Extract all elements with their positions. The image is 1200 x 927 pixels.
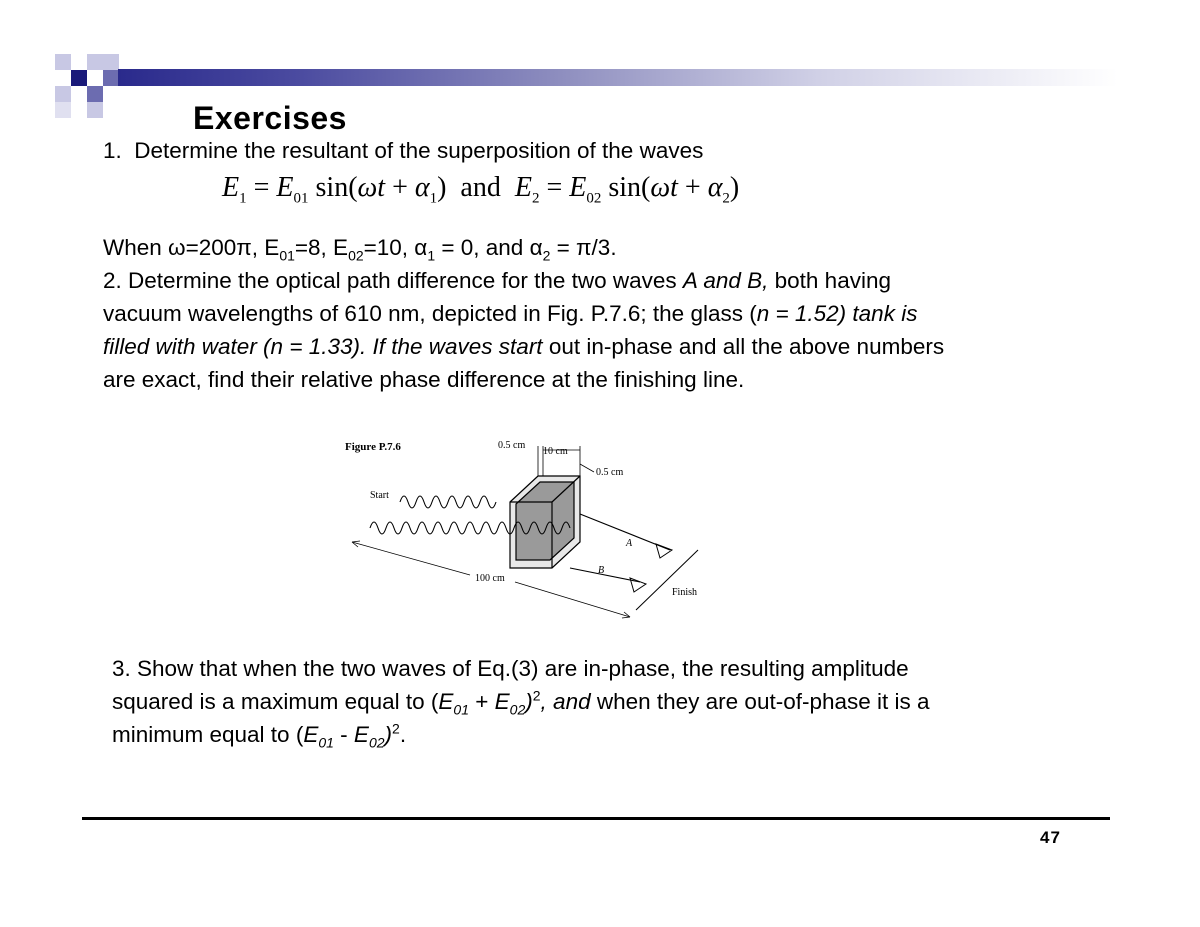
q2-text: both having	[768, 268, 891, 293]
cond-sub: 2	[542, 247, 551, 264]
dim-wall2-label: 0.5 cm	[596, 467, 624, 478]
cond-part: = π/3.	[550, 235, 617, 260]
eq-sign-2: =	[546, 172, 563, 203]
deco-square	[87, 102, 103, 118]
q1-conditions	[103, 231, 617, 264]
q3-paren: )	[525, 689, 533, 714]
deco-square	[55, 86, 71, 102]
eq-e1-sub: 1	[239, 190, 247, 207]
dim-width-label: 10 cm	[543, 446, 568, 457]
q1-intro	[103, 134, 703, 167]
q1-text: Determine the resultant of the superposition of the waves	[134, 138, 704, 163]
q3-text: minimum equal to (	[112, 722, 304, 747]
cond-sub: 01	[279, 247, 295, 264]
q3-symbol: E	[494, 689, 510, 714]
q3-italic: , and	[540, 689, 591, 714]
figure-p7-6	[340, 432, 710, 627]
start-label: Start	[370, 490, 389, 501]
finish-label: Finish	[672, 587, 698, 598]
eq-e01-sub: 01	[293, 190, 309, 207]
eq-e1: E	[222, 172, 240, 203]
cond-sub: 02	[348, 247, 364, 264]
dim-length-label: 100 cm	[475, 573, 505, 584]
q3-op: +	[469, 689, 495, 714]
eq-e01: E	[276, 172, 294, 203]
eq-alpha: α	[414, 172, 430, 203]
deco-square	[87, 54, 103, 70]
q3-line-1	[112, 652, 909, 685]
eq-close: )	[437, 172, 447, 203]
q3-line-3	[112, 718, 406, 751]
eq-a1-sub: 1	[429, 190, 438, 207]
deco-square	[103, 54, 119, 70]
q1-number: 1.	[103, 138, 122, 163]
eq-sign: =	[253, 172, 270, 203]
eq-sin-2: sin(	[608, 172, 651, 203]
cond-part: =8, E	[294, 235, 349, 260]
q3-sup: 2	[532, 687, 541, 704]
eq-e2-sub: 2	[531, 190, 540, 207]
cond-part: = 0, and α	[435, 235, 543, 260]
q3-text: when they are out-of-phase it is a	[590, 689, 930, 714]
cond-part: When ω=200π, E	[103, 235, 280, 260]
deco-square	[71, 70, 87, 86]
eq-close-2: )	[729, 172, 740, 203]
q3-text: squared is a maximum equal to (	[112, 689, 439, 714]
wave-b-label: B	[598, 565, 605, 576]
deco-square	[87, 86, 103, 102]
eq-e02-sub: 02	[586, 190, 602, 207]
eq-a2-sub: 2	[722, 190, 730, 207]
eq-alpha-2: α	[707, 172, 723, 203]
q1-equation	[222, 172, 740, 207]
q2-line-2	[103, 297, 917, 330]
q3-symbol: E	[438, 689, 454, 714]
q3-text: 3. Show that when the two waves of Eq.(3) are in-phase, the resulting amplitude	[112, 656, 909, 681]
footer-rule	[82, 817, 1110, 820]
q3-symbol: E	[353, 722, 369, 747]
q2-italic: filled with water (n = 1.33). If the waves start	[103, 334, 543, 359]
q2-line-4	[103, 363, 744, 396]
eq-e02: E	[569, 172, 587, 203]
deco-square	[103, 70, 119, 86]
q2-italic: A and B,	[682, 268, 769, 293]
deco-square	[55, 54, 71, 70]
q2-text: vacuum wavelengths of 610 nm, depicted in Fig. P.7.6; the glass (	[103, 301, 757, 326]
q2-line-3	[103, 330, 944, 363]
eq-wt-2: ωt	[650, 172, 678, 203]
q3-text: .	[399, 722, 407, 747]
figure-caption: Figure P.7.6	[345, 441, 401, 453]
q3-sub: 01	[318, 734, 334, 751]
glass-tank	[510, 476, 580, 568]
q3-paren: )	[384, 722, 393, 747]
header-band	[118, 69, 1118, 86]
page-number: 47	[1040, 828, 1061, 847]
q3-sub: 02	[509, 701, 526, 718]
dim-wall-label: 0.5 cm	[498, 440, 526, 451]
eq-plus-2: +	[684, 172, 701, 203]
cond-part: =10, α	[363, 235, 428, 260]
q3-line-2	[112, 685, 930, 718]
q2-italic: n = 1.52) tank is	[756, 301, 918, 326]
eq-e2: E	[514, 172, 532, 203]
cond-sub: 1	[427, 247, 436, 264]
q2-text: out in-phase and all the above numbers	[542, 334, 945, 359]
eq-and: and	[460, 172, 501, 203]
q3-symbol: E	[303, 722, 319, 747]
eq-sin: sin(	[315, 172, 358, 203]
finish-line	[636, 550, 698, 610]
q2-text: 2. Determine the optical path difference for the two waves	[103, 268, 683, 293]
finish-arrows	[630, 544, 672, 592]
q3-op: -	[333, 722, 354, 747]
eq-plus: +	[392, 172, 408, 203]
q3-sub: 01	[453, 701, 469, 718]
q2-text: are exact, find their relative phase difference at the finishing line.	[103, 367, 745, 392]
eq-wt: ωt	[357, 172, 386, 203]
q3-sub: 02	[368, 734, 385, 751]
q3-sup: 2	[392, 720, 400, 737]
q2-line-1	[103, 264, 891, 297]
wave-a-label: A	[626, 538, 633, 549]
slide-title: Exercises	[193, 100, 347, 136]
deco-square	[55, 102, 71, 118]
